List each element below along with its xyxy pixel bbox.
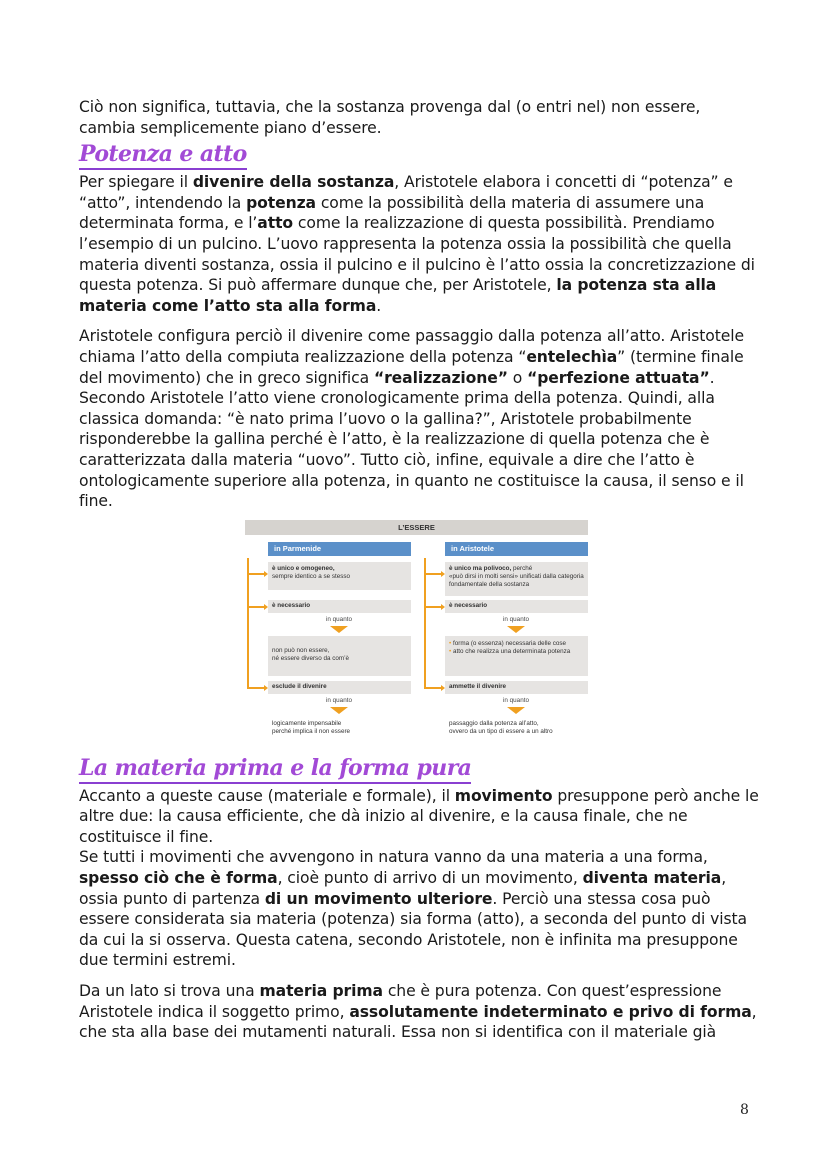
connector-line (424, 558, 426, 688)
bullet-icon: • (449, 647, 452, 655)
paragraph-materia-2: Se tutti i movimenti che avvengono in natura vanno da una materia a una forma, spesso ciò che è forma, cioè punto di arrivo di un movimento, diventa materia, ossia punto di partenza di un movimento ulteriore. Perciò una stessa cosa può essere considerata sia materia (potenza) sia forma (atto), a seconda del punto di vista da cui la si osserva. Questa catena, secondo Aristotele, non è infinita ma presuppone due termini estremi. (79, 848, 747, 970)
box-left-2: è necessario (268, 600, 411, 613)
col-head-parmenide: in Parmenide (268, 542, 411, 556)
box-right-1: è unico ma polivoco, perché «può dirsi in molti sensi» unificati dalla categoria fondamentale della sostanza (445, 562, 588, 596)
section-title-potenza-atto: Potenza e atto (79, 140, 759, 168)
page-number: 8 (740, 1102, 749, 1118)
paragraph-materia-3: Da un lato si trova una materia prima che è pura potenza. Con quest’espressione Aristotele indica il soggetto primo, assolutamente indeterminato e privo di forma, che sta alla base dei mutamenti naturali. Essa non si identifica con il materiale già (79, 982, 757, 1042)
in-quanto-label: in quanto (503, 696, 529, 704)
in-quanto-label: in quanto (326, 615, 352, 623)
down-arrow-icon (507, 707, 525, 714)
box-right-2: è necessario (445, 600, 588, 613)
diagram-header: L’ESSERE (245, 520, 588, 535)
col-head-aristotele: in Aristotele (445, 542, 588, 556)
box-right-4: ammette il divenire (445, 681, 588, 694)
down-arrow-icon (330, 707, 348, 714)
down-arrow-icon (330, 626, 348, 633)
section-title-materia-forma: La materia prima e la forma pura (79, 754, 759, 782)
connector-line (247, 558, 249, 688)
essere-diagram (245, 520, 588, 742)
box-left-3: non può non essere, né essere diverso da com’è (268, 636, 411, 676)
paragraph-potenza-2: Aristotele configura perciò il divenire come passaggio dalla potenza all’atto. Aristotele chiama l’atto della compiuta realizzazione della potenza “entelechìa” (termine finale del movimento) che in greco significa “realizzazione” o “perfezione attuata”. (79, 327, 744, 387)
in-quanto-label: in quanto (326, 696, 352, 704)
paragraph-potenza-1: Per spiegare il divenire della sostanza, Aristotele elabora i concetti di “potenza” e “atto”, intendendo la potenza come la possibilità della materia di assumere una determinata forma, e l’atto come la realizzazione di questa possibilità. Prendiamo l’esempio di un pulcino. L’uovo rappresenta la potenza ossia la possibilità che quella materia diventi sostanza, ossia il pulcino e il pulcino è l’atto ossia la concretizzazione di questa potenza. Si può affermare dunque che, per Aristotele, la potenza sta alla materia come l’atto sta alla forma. (79, 173, 755, 315)
down-arrow-icon (507, 626, 525, 633)
box-left-1: è unico e omogeneo, sempre identico a se stesso (268, 562, 411, 590)
box-right-5: passaggio dalla potenza all’atto, ovvero da un tipo di essere a un altro (449, 719, 553, 735)
bullet-icon: • (449, 639, 452, 647)
box-left-4: esclude il divenire (268, 681, 411, 694)
box-left-5: logicamente impensabile perché implica il non essere (272, 719, 351, 735)
box-right-3: • forma (o essenza) necessaria delle cose • atto che realizza una determinata potenza (445, 636, 588, 676)
intro-paragraph: Ciò non significa, tuttavia, che la sostanza provenga dal (o entri nel) non essere, cambia semplicemente piano d’essere. (79, 98, 701, 137)
paragraph-potenza-3: Secondo Aristotele l’atto viene cronologicamente prima della potenza. Quindi, alla classica domanda: “è nato prima l’uovo o la gallina?”, Aristotele probabilmente risponderebbe la gallina perché è l’atto, è la realizzazione di quella potenza che è caratterizzata dalla materia “uovo”. Tutto ciò, infine, equivale a dire che l’atto è ontologicamente superiore alla potenza, in quanto ne costituisce la causa, il senso e il fine. (79, 389, 744, 511)
paragraph-materia-1: Accanto a queste cause (materiale e formale), il movimento presuppone però anche le altre due: la causa efficiente, che dà inizio al divenire, e la causa finale, che ne costituisce il fine. (79, 786, 759, 846)
in-quanto-label: in quanto (503, 615, 529, 623)
page-content (79, 97, 759, 1043)
